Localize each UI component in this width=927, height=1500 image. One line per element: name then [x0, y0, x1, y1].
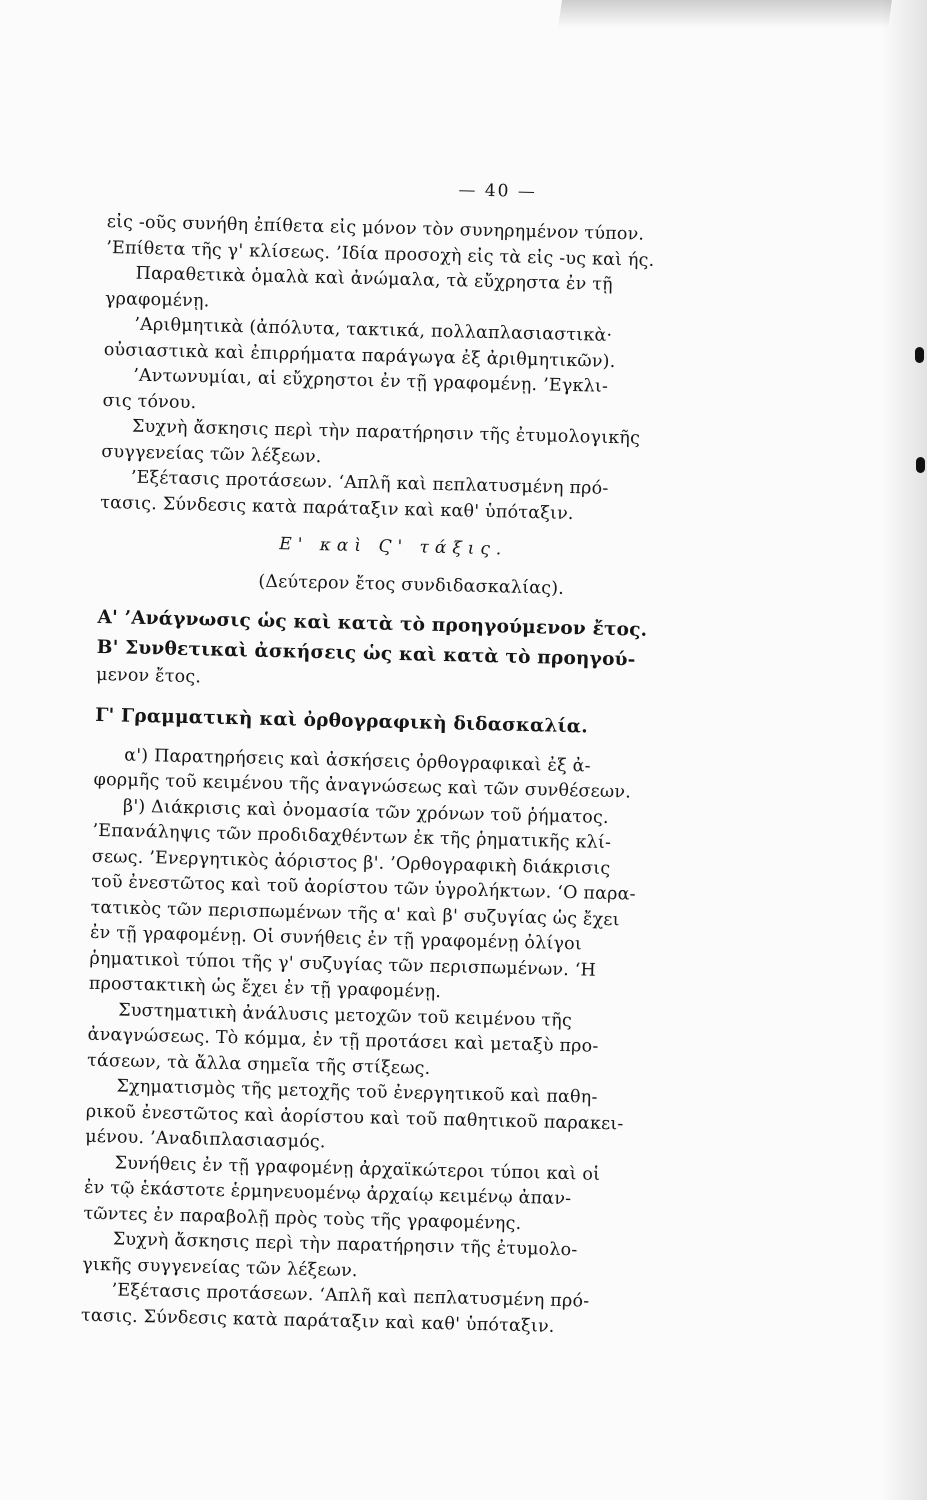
text-line: τοῦ ἐνεστῶτος καὶ τοῦ ἀορίστου τῶν ὑγρολήκτων. ‘Ο παρα- — [91, 871, 636, 905]
binding-mark — [916, 457, 925, 473]
text-line: τατικὸς τῶν περισπωμένων τῆς α' καὶ β' συζυγίας ὡς ἔχει — [90, 897, 620, 930]
page-text — [81, 172, 778, 1344]
text-line: τῶντες ἐν παραβολῇ πρὸς τοὺς τῆς γραφομένης. — [83, 1203, 522, 1234]
text-line: ῥηματικοὶ τύποι τῆς γ' συζυγίας τῶν περισπωμένων. ‘Η — [89, 948, 597, 981]
page-edge-shadow — [881, 0, 927, 1500]
page-number: — 40 — — [458, 180, 538, 203]
text-line: οὐσιαστικὰ καὶ ἐπιρρήματα παράγωγα ἐξ ἀριθμητικῶν). — [103, 339, 616, 372]
text-line: ’Αριθμητικὰ (ἀπόλυτα, τακτικά, πολλαπλασιαστικὰ· — [134, 314, 613, 346]
text-line: ρικοῦ ἐνεστῶτος καὶ ἀορίστου καὶ τοῦ παθητικοῦ παρακει- — [85, 1101, 624, 1134]
text-line: σις τόνου. — [102, 390, 197, 413]
text-line: β') Διάκρισις καὶ ὀνομασία τῶν χρόνων τοῦ ῥήματος. — [122, 796, 609, 828]
text-line: συγγενείας τῶν λέξεων. — [101, 441, 322, 467]
text-line: γραφομένῃ. — [104, 288, 210, 311]
heading-text: Α' ’Ανάγνωσις ὡς καὶ κατὰ τὸ προηγούμενον ἔτος. — [97, 606, 648, 641]
text-line: προστακτικὴ ὡς ἔχει ἐν τῇ γραφομένῃ. — [88, 973, 442, 1003]
text-line: Σχηματισμὸς τῆς μετοχῆς τοῦ ἐνεργητικοῦ καὶ παθη- — [116, 1076, 598, 1108]
text-line: ’Επανάληψις τῶν προδιδαχθέντων ἐκ τῆς ῥηματικῆς κλί- — [92, 820, 612, 854]
text-line: Συνήθεις ἐν τῇ γραφομένῃ ἀρχαϊκώτεροι τύποι καὶ οἱ — [114, 1152, 601, 1185]
text-line: τασις. Σύνδεσις κατὰ παράταξιν καὶ καθ' ὑπόταξιν. — [99, 492, 574, 524]
text-line: ’Αντωνυμίαι, αἱ εὔχρηστοι ἐν τῇ γραφομένῃ. ’Εγκλι- — [132, 365, 609, 397]
text-line: γικῆς συγγενείας τῶν λέξεων. — [82, 1254, 358, 1281]
section-heading: Ε' καὶ Ϛ' τάξις. — [279, 534, 508, 560]
text-line: τασις. Σύνδεσις κατὰ παράταξιν καὶ καθ' ὑπόταξιν. — [80, 1305, 555, 1337]
heading-text: Γ' Γραμματικὴ καὶ ὀρθογραφικὴ διδασκαλία. — [94, 704, 589, 737]
text-line: ’Εξέτασις προτάσεων. ‘Απλῆ καὶ πεπλατυσμένη πρό- — [111, 1280, 590, 1312]
text-line: εἰς -οῦς συνήθη ἐπίθετα εἰς μόνον τὸν συνηρημένον τύπον. — [106, 211, 645, 245]
heading-text: Β' Συνθετικαὶ ἀσκήσεις ὡς καὶ κατὰ τὸ προηγού- — [96, 636, 636, 671]
text-line: μένου. ’Αναδιπλασιασμός. — [85, 1126, 326, 1153]
scan-smudge — [558, 0, 892, 28]
text-line: σεως. ’Ενεργητικὸς ἀόριστος β'. ’Ορθογραφικὴ διάκρισις — [91, 846, 611, 879]
text-line: ἐν τῷ ἑκάστοτε ἑρμηνευομένῳ ἀρχαίῳ κειμένῳ ἀπαν- — [83, 1177, 572, 1210]
text-line: Παραθετικὰ ὁμαλὰ καὶ ἀνώμαλα, τὰ εὔχρηστα ἐν τῇ — [135, 263, 614, 295]
text-line: ’Εξέτασις προτάσεων. ‘Απλῆ καὶ πεπλατυσμένη πρό- — [130, 467, 609, 499]
text-line: ἀναγνώσεως. Τὸ κόμμα, ἐν τῇ προτάσει καὶ μεταξὺ προ- — [87, 1024, 599, 1057]
text-line: μενον ἔτος. — [95, 664, 202, 688]
binding-mark — [915, 347, 924, 363]
text-line: Συχνὴ ἄσκησις περὶ τὴν παρατήρησιν τῆς ἐτυμολογικῆς — [131, 416, 641, 449]
text-line: φορμῆς τοῦ κειμένου τῆς ἀναγνώσεως καὶ τῶν συνθέσεων. — [93, 769, 632, 803]
text-line: Συχνὴ ἄσκησις περὶ τὴν παρατήρησιν τῆς ἐτυμολο- — [112, 1229, 578, 1261]
text-line: ἐν τῇ γραφομένῃ. Οἱ συνήθεις ἐν τῇ γραφομένῃ ὀλίγοι — [89, 922, 583, 955]
text-line: α') Παρατηρήσεις καὶ ἀσκήσεις ὀρθογραφικαὶ ἐξ ἀ- — [124, 745, 592, 777]
text-line: Συστηματικὴ ἀνάλυσις μετοχῶν τοῦ κειμένου τῆς — [118, 999, 573, 1031]
text-line: τάσεων, τὰ ἄλλα σημεῖα τῆς στίξεως. — [86, 1050, 431, 1079]
text-line: ’Επίθετα τῆς γ' κλίσεως. ’Ιδία προσοχὴ εἰς τὰ εἰς -υς καὶ ής. — [105, 237, 655, 271]
section-subheading: (Δεύτερον ἔτος συνδιδασκαλίας). — [258, 571, 565, 599]
